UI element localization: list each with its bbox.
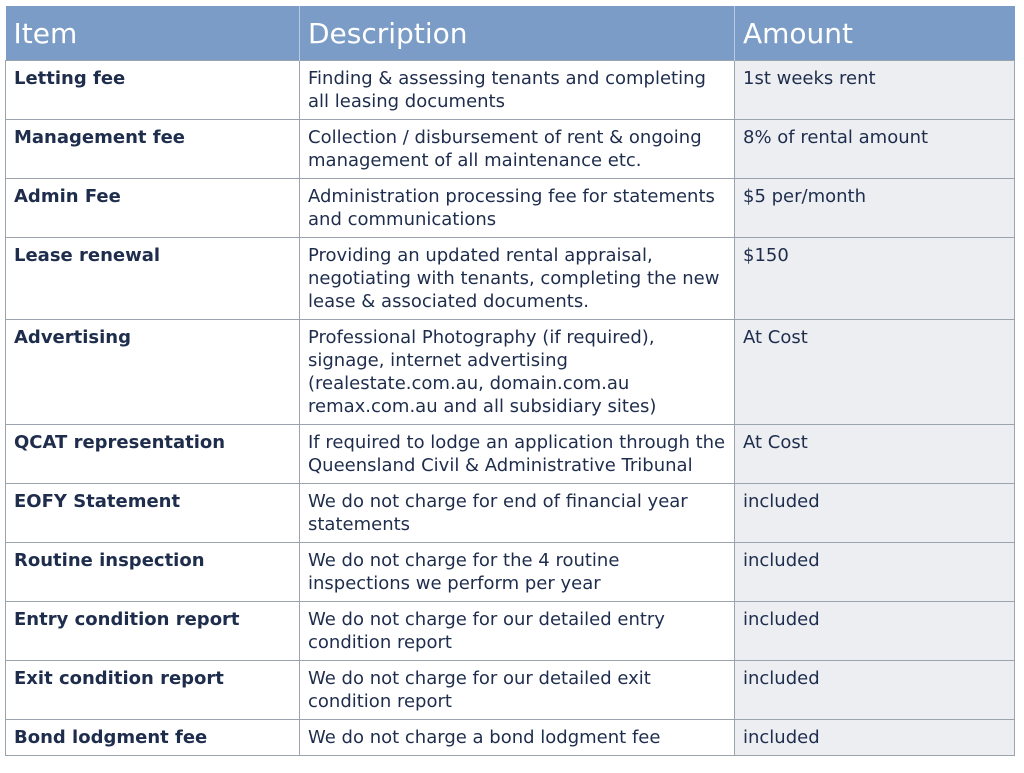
item-cell: Exit condition report: [6, 661, 300, 720]
description-cell: Professional Photography (if required), signage, internet advertising (realestate.com.au, domain.com.au remax.com.au and all subsidiary sites): [300, 320, 735, 425]
item-cell: Advertising: [6, 320, 300, 425]
description-cell: We do not charge for end of financial year statements: [300, 484, 735, 543]
table-row: [6, 661, 1015, 720]
table-header: [6, 6, 1015, 61]
amount-cell: 8% of rental amount: [735, 120, 1015, 179]
table-row: [6, 320, 1015, 425]
amount-cell: included: [735, 602, 1015, 661]
table-body: [6, 61, 1015, 756]
description-cell: We do not charge for the 4 routine inspections we perform per year: [300, 543, 735, 602]
item-cell: EOFY Statement: [6, 484, 300, 543]
item-cell: Bond lodgment fee: [6, 720, 300, 756]
amount-cell: $150: [735, 238, 1015, 320]
item-cell: Letting fee: [6, 61, 300, 120]
table-row: [6, 543, 1015, 602]
amount-cell: At Cost: [735, 320, 1015, 425]
item-cell: QCAT representation: [6, 425, 300, 484]
table-row: [6, 602, 1015, 661]
table-row: [6, 720, 1015, 756]
table-row: [6, 120, 1015, 179]
table-row: [6, 238, 1015, 320]
item-cell: Lease renewal: [6, 238, 300, 320]
amount-cell: At Cost: [735, 425, 1015, 484]
amount-cell: included: [735, 543, 1015, 602]
description-cell: Finding & assessing tenants and completing all leasing documents: [300, 61, 735, 120]
description-cell: We do not charge for our detailed exit condition report: [300, 661, 735, 720]
description-cell: Administration processing fee for statements and communications: [300, 179, 735, 238]
table-row: [6, 61, 1015, 120]
amount-cell: included: [735, 720, 1015, 756]
table-row: [6, 425, 1015, 484]
table-row: [6, 484, 1015, 543]
amount-cell: included: [735, 484, 1015, 543]
header-description: Description: [300, 6, 735, 61]
header-item: Item: [6, 6, 300, 61]
description-cell: If required to lodge an application through the Queensland Civil & Administrative Tribunal: [300, 425, 735, 484]
item-cell: Routine inspection: [6, 543, 300, 602]
description-cell: Providing an updated rental appraisal, negotiating with tenants, completing the new lease & associated documents.: [300, 238, 735, 320]
item-cell: Management fee: [6, 120, 300, 179]
amount-cell: $5 per/month: [735, 179, 1015, 238]
table-row: [6, 179, 1015, 238]
amount-cell: included: [735, 661, 1015, 720]
description-cell: We do not charge a bond lodgment fee: [300, 720, 735, 756]
item-cell: Entry condition report: [6, 602, 300, 661]
amount-cell: 1st weeks rent: [735, 61, 1015, 120]
fees-table: [5, 6, 1015, 756]
item-cell: Admin Fee: [6, 179, 300, 238]
header-row: [6, 6, 1015, 61]
header-amount: Amount: [735, 6, 1015, 61]
description-cell: We do not charge for our detailed entry condition report: [300, 602, 735, 661]
description-cell: Collection / disbursement of rent & ongoing management of all maintenance etc.: [300, 120, 735, 179]
